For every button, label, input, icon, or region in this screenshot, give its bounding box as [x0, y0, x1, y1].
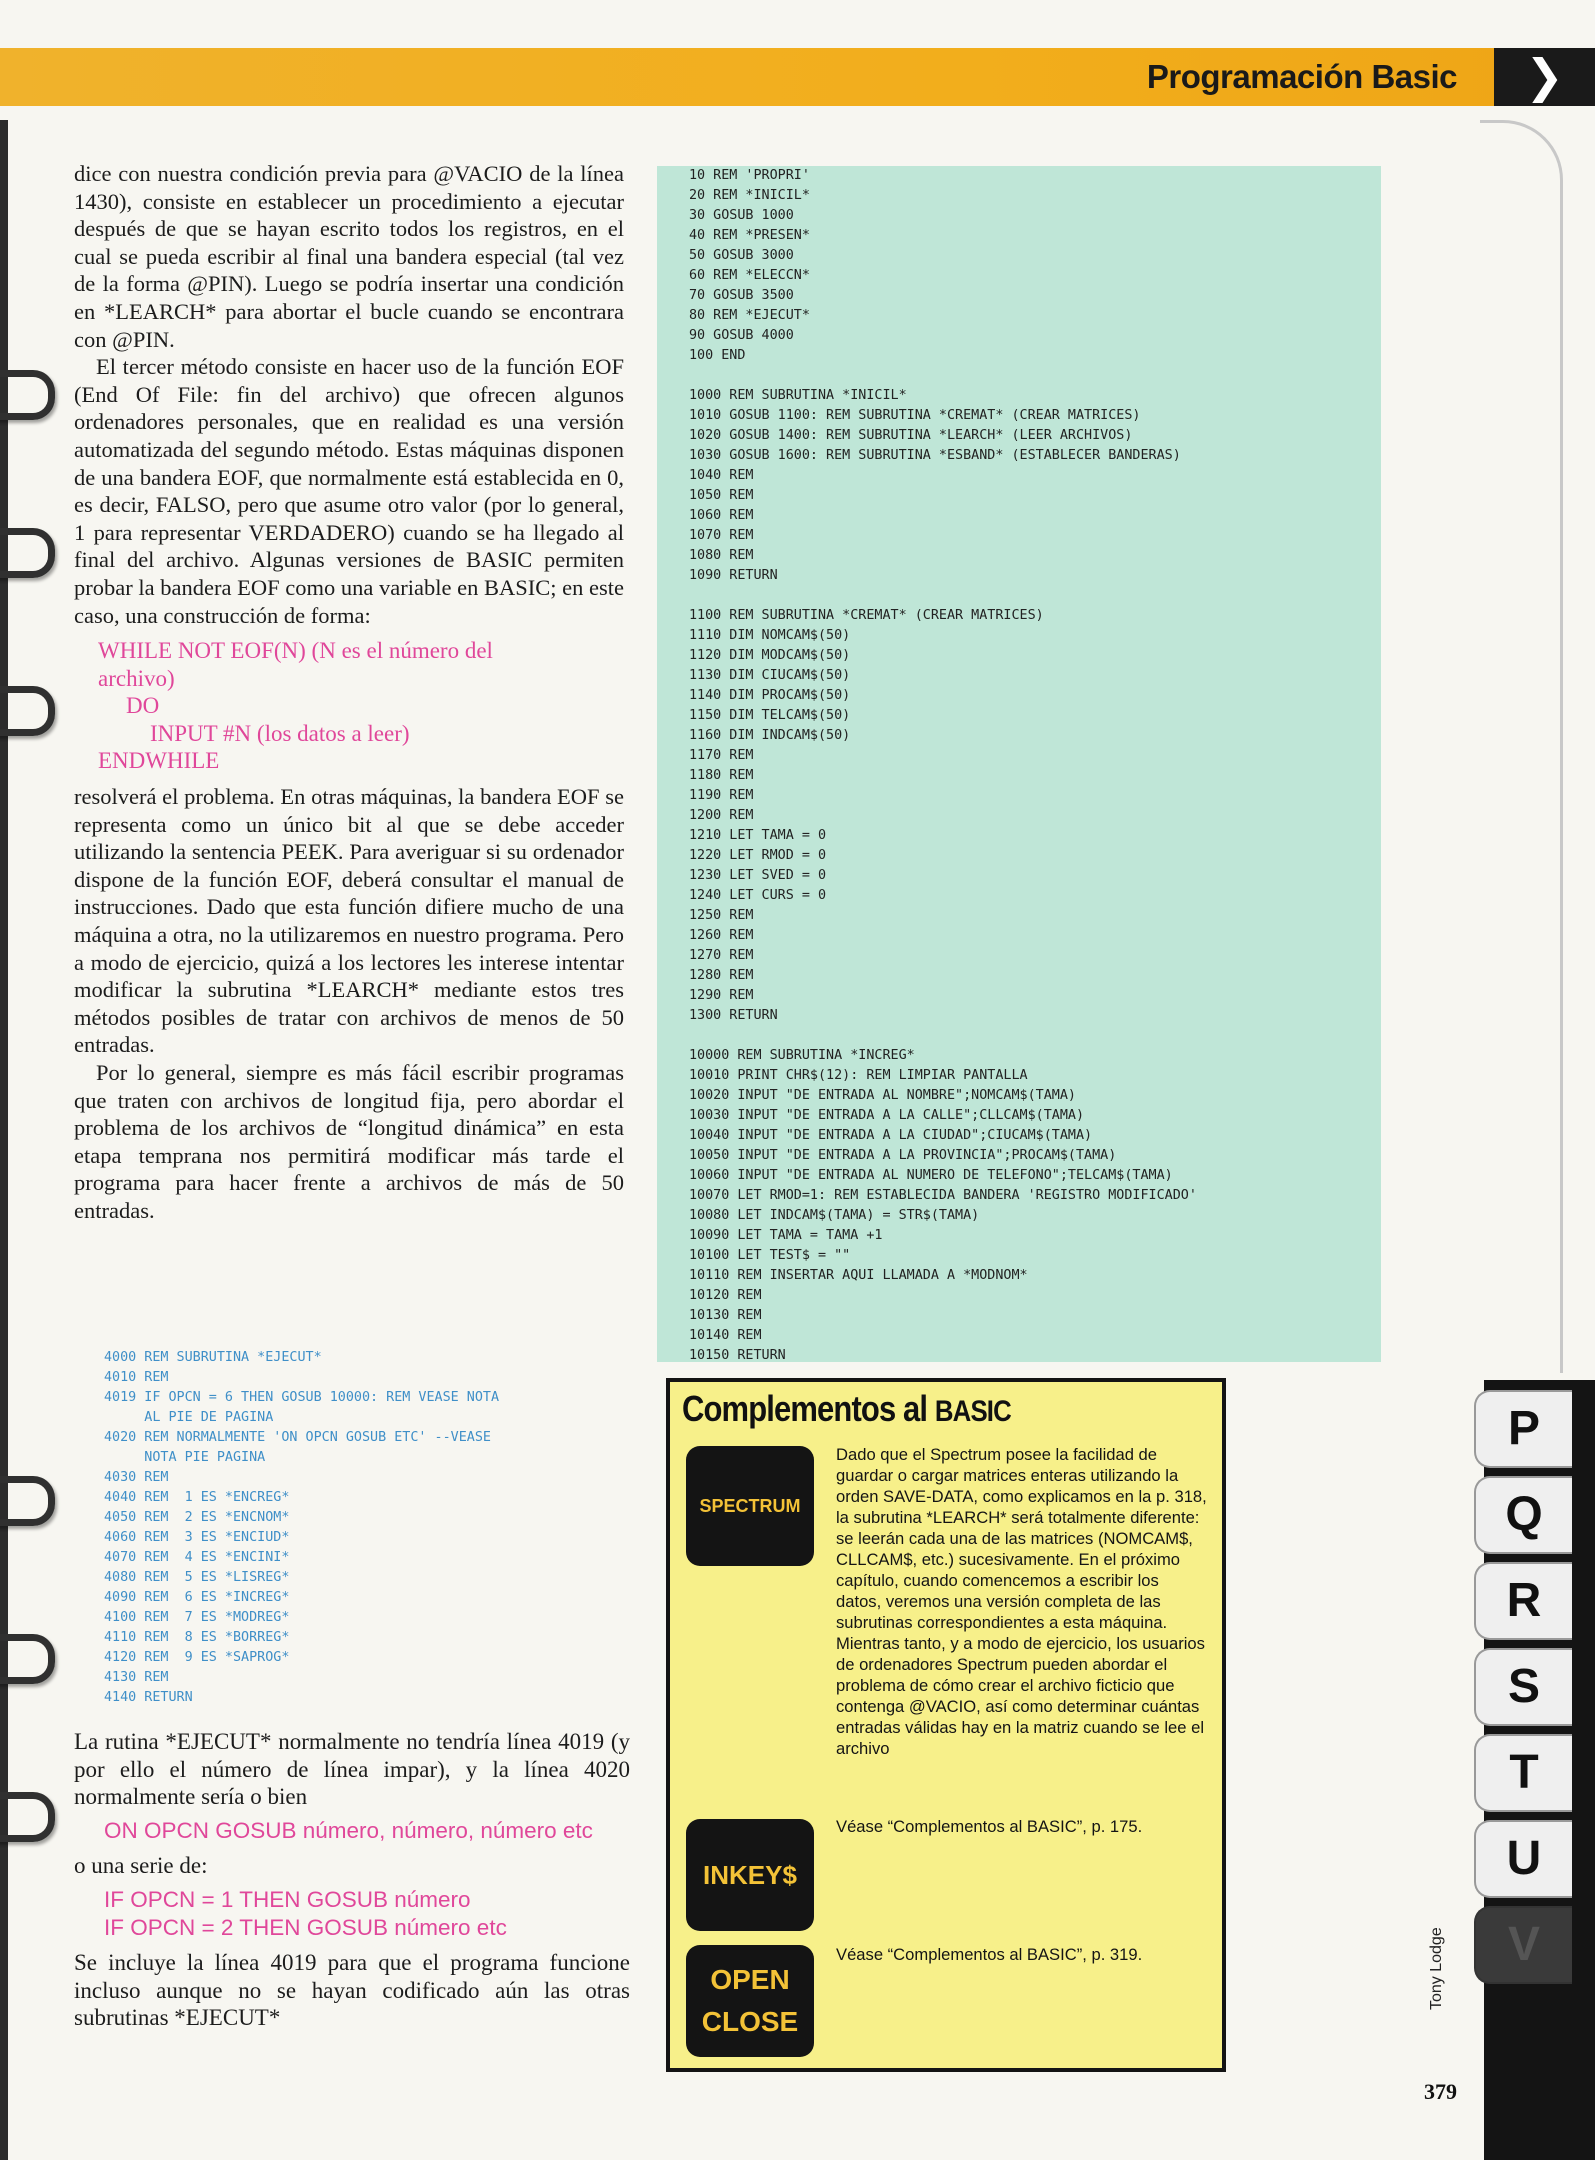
code-example [98, 637, 624, 775]
listing-line: 60 REM *ELECCN* [689, 268, 810, 283]
page-header-title: Programación Basic [1146, 58, 1457, 95]
listing-line: 1200 REM [689, 808, 754, 823]
listing-line [689, 586, 1197, 606]
listing-line: 40 REM *PRESEN* [689, 228, 810, 243]
listing-line: 10020 INPUT "DE ENTRADA AL NOMBRE";NOMCAM$(TAMA) [689, 1088, 1076, 1103]
inkeys-badge: INKEY$ [686, 1819, 814, 1931]
ejecut-listing [104, 1348, 499, 1708]
code-line: WHILE NOT EOF(N) (N es el número del [98, 638, 493, 664]
listing-line: 1010 GOSUB 1100: REM SUBRUTINA *CREMAT* (CREAR MATRICES) [689, 408, 1141, 423]
listing-line: 4070 REM 4 ES *ENCINI* [104, 1550, 290, 1565]
listing-line: 1060 REM [689, 508, 754, 523]
listing-line: 1040 REM [689, 468, 754, 483]
program-listing-panel [657, 166, 1381, 1362]
listing-line: 10050 INPUT "DE ENTRADA A LA PROVINCIA";PROCAM$(TAMA) [689, 1148, 1117, 1163]
listing-line: 1000 REM SUBRUTINA *INICIL* [689, 388, 907, 403]
listing-line: 1150 DIM TELCAM$(50) [689, 708, 851, 723]
listing-line [689, 1026, 1197, 1046]
code-line: IF OPCN = 1 THEN GOSUB número [104, 1886, 471, 1912]
code-line: archivo) [98, 665, 175, 691]
listing-line: 4010 REM [104, 1370, 169, 1385]
listing-line: 1070 REM [689, 528, 754, 543]
listing-line: 10070 LET RMOD=1: REM ESTABLECIDA BANDERA 'REGISTRO MODIFICADO' [689, 1188, 1197, 1203]
listing-line: 10080 LET INDCAM$(TAMA) = STR$(TAMA) [689, 1208, 980, 1223]
listing-line: 1250 REM [689, 908, 754, 923]
page-curl [1480, 120, 1563, 1373]
binder-edge [0, 120, 8, 2160]
paragraph: dice con nuestra condición previa para @VACIO de la línea 1430), consiste en establecer un procedimiento a ejecutar después de que se hayan escrito todos los registros, en el cual se pueda escribir al final una bandera especial (tal vez de la forma @PIN). Luego se podría insertar una condición en *LEARCH* para abortar el bucle cuando se encontrara con @PIN. [74, 161, 624, 352]
listing-line: 4140 RETURN [104, 1690, 193, 1705]
listing-line: 1110 DIM NOMCAM$(50) [689, 628, 851, 643]
listing-line: 4000 REM SUBRUTINA *EJECUT* [104, 1350, 322, 1365]
ejecut-listing-panel [104, 1348, 499, 1708]
listing-line: 4019 IF OPCN = 6 THEN GOSUB 10000: REM VEASE NOTA [104, 1390, 500, 1405]
listing-line: 10030 INPUT "DE ENTRADA A LA CALLE";CLLCAM$(TAMA) [689, 1108, 1085, 1123]
index-tab-s[interactable]: S [1474, 1648, 1572, 1726]
listing-line: 1080 REM [689, 548, 754, 563]
code-example [104, 1886, 630, 1941]
index-tab-q[interactable]: Q [1474, 1476, 1572, 1554]
listing-line: 1240 LET CURS = 0 [689, 888, 827, 903]
paragraph: Por lo general, siempre es más fácil escribir programas que traten con archivos de longitud fija, pero abordar el problema de los archivos de “longitud dinámica” en esta etapa temprana nos permitirá modificar más tarde el programa para hacer frente a archivos de más de 50 entradas. [74, 1060, 624, 1223]
listing-line: 4090 REM 6 ES *INCREG* [104, 1590, 290, 1605]
listing-line: 50 GOSUB 3000 [689, 248, 794, 263]
program-listing [689, 166, 1197, 1366]
complementos-box [666, 1378, 1226, 2072]
open-close-note: Véase “Complementos al BASIC”, p. 319. [836, 1945, 1143, 1964]
index-tab-r[interactable]: R [1474, 1562, 1572, 1640]
paragraph: El tercer método consiste en hacer uso de la función EOF (End Of File: fin del archivo) que ofrecen algunos ordenadores personales, que en realidad es una versión automatizada del segundo método. Estas máquinas disponen de una bandera EOF, que normalmente está establecida en 0, es decir, FALSO, pero que asume otro valor (por lo general, 1 para representar VERDADERO) cuando se ha llegado al final del archivo. Algunas versiones de BASIC permiten probar la bandera EOF como una variable en BASIC; en este caso, una construcción de forma: [74, 354, 624, 628]
listing-line: 4040 REM 1 ES *ENCREG* [104, 1490, 290, 1505]
listing-line: 1220 LET RMOD = 0 [689, 848, 827, 863]
code-example: ON OPCN GOSUB número, número, número etc [104, 1817, 593, 1843]
photo-credit: Tony Lodge [1428, 1927, 1445, 2010]
listing-line: 10040 INPUT "DE ENTRADA A LA CIUDAD";CIUCAM$(TAMA) [689, 1128, 1093, 1143]
paragraph: o una serie de: [74, 1853, 208, 1879]
box-title-basic: BASIC [934, 1395, 1011, 1428]
listing-line: 10150 RETURN [689, 1348, 786, 1363]
index-tab-v[interactable]: V [1474, 1906, 1572, 1984]
listing-line: 4130 REM [104, 1670, 169, 1685]
listing-line: 30 GOSUB 1000 [689, 208, 794, 223]
listing-line: NOTA PIE PAGINA [104, 1450, 266, 1465]
paragraph: Se incluye la línea 4019 para que el programa funcione incluso aunque no se hayan codificado aún las otras subrutinas *EJECUT* [74, 1950, 630, 2031]
close-label: CLOSE [701, 2006, 799, 2037]
index-tab-p[interactable]: P [1474, 1390, 1572, 1468]
index-tab-t[interactable]: T [1474, 1734, 1572, 1812]
listing-line: 1270 REM [689, 948, 754, 963]
listing-line: 4080 REM 5 ES *LISREG* [104, 1570, 290, 1585]
code-line: ENDWHILE [98, 748, 220, 774]
listing-line: 4060 REM 3 ES *ENCIUD* [104, 1530, 290, 1545]
listing-line: 1230 LET SVED = 0 [689, 868, 827, 883]
listing-line: 1170 REM [689, 748, 754, 763]
listing-line: AL PIE DE PAGINA [104, 1410, 274, 1425]
paragraph: La rutina *EJECUT* normalmente no tendría línea 4019 (y por ello el número de línea impar), y la línea 4020 normalmente sería o bien [74, 1729, 630, 1810]
lower-text-column [74, 1728, 630, 2032]
listing-line: 10120 REM [689, 1288, 762, 1303]
listing-line: 1260 REM [689, 928, 754, 943]
listing-line: 1100 REM SUBRUTINA *CREMAT* (CREAR MATRICES) [689, 608, 1044, 623]
listing-line: 1160 DIM INDCAM$(50) [689, 728, 851, 743]
listing-line: 80 REM *EJECUT* [689, 308, 810, 323]
listing-line: 1120 DIM MODCAM$(50) [689, 648, 851, 663]
listing-line: 1190 REM [689, 788, 754, 803]
listing-line: 1020 GOSUB 1400: REM SUBRUTINA *LEARCH* (LEER ARCHIVOS) [689, 428, 1133, 443]
code-line: INPUT #N (los datos a leer) [150, 720, 410, 746]
listing-line: 70 GOSUB 3500 [689, 288, 794, 303]
listing-line: 1130 DIM CIUCAM$(50) [689, 668, 851, 683]
binder-ring [0, 370, 55, 420]
listing-line: 4110 REM 8 ES *BORREG* [104, 1630, 290, 1645]
box-title [682, 1388, 1011, 1430]
listing-line: 4120 REM 9 ES *SAPROG* [104, 1650, 290, 1665]
listing-line: 90 GOSUB 4000 [689, 328, 794, 343]
listing-line: 10130 REM [689, 1308, 762, 1323]
paragraph: resolverá el problema. En otras máquinas, la bandera EOF se representa como un único bit al que se debe acceder utilizando la sentencia PEEK. Para averiguar si su ordenador dispone de la función EOF, deberá consultar el manual de instrucciones. Dado que esta función difiere mucho de una máquina a otra, no la utilizaremos en nuestro programa. Pero a modo de ejercicio, quizá a los lectores les interese intentar modificar la subrutina *LEARCH* mediante estos tres métodos posibles de tratar con archivos de menos de 50 entradas. [74, 784, 624, 1058]
listing-line: 20 REM *INICIL* [689, 188, 810, 203]
listing-line: 100 END [689, 348, 746, 363]
listing-line: 1030 GOSUB 1600: REM SUBRUTINA *ESBAND* (ESTABLECER BANDERAS) [689, 448, 1181, 463]
binder-ring [0, 528, 55, 578]
listing-line: 1180 REM [689, 768, 754, 783]
listing-line: 10010 PRINT CHR$(12): REM LIMPIAR PANTALLA [689, 1068, 1028, 1083]
spectrum-badge: SPECTRUM [686, 1446, 814, 1566]
binder-ring [0, 1476, 55, 1526]
open-label: OPEN [710, 1964, 790, 1995]
code-line: DO [126, 693, 160, 719]
listing-line: 4030 REM [104, 1470, 169, 1485]
binder-ring [0, 1792, 55, 1842]
listing-line: 10140 REM [689, 1328, 762, 1343]
main-text-column [74, 160, 624, 1225]
listing-line: 10 REM 'PROPRI' [689, 168, 810, 183]
index-tab-u[interactable]: U [1474, 1820, 1572, 1898]
box-title-text: Complementos al [682, 1388, 928, 1429]
listing-line: 1290 REM [689, 988, 754, 1003]
listing-line: 1210 LET TAMA = 0 [689, 828, 827, 843]
listing-line: 4020 REM NORMALMENTE 'ON OPCN GOSUB ETC' --VEASE [104, 1430, 491, 1445]
inkeys-note: Véase “Complementos al BASIC”, p. 175. [836, 1817, 1143, 1836]
listing-line: 1140 DIM PROCAM$(50) [689, 688, 851, 703]
listing-line: 10090 LET TAMA = TAMA +1 [689, 1228, 883, 1243]
listing-line: 10000 REM SUBRUTINA *INCREG* [689, 1048, 915, 1063]
listing-line: 1090 RETURN [689, 568, 778, 583]
listing-line: 1300 RETURN [689, 1008, 778, 1023]
listing-line: 4050 REM 2 ES *ENCNOM* [104, 1510, 290, 1525]
page-number: 379 [1424, 2079, 1457, 2104]
chevron-right-icon: ❯ [1494, 48, 1595, 106]
listing-line: 1050 REM [689, 488, 754, 503]
binder-ring [0, 1634, 55, 1684]
listing-line: 10060 INPUT "DE ENTRADA AL NUMERO DE TELEFONO";TELCAM$(TAMA) [689, 1168, 1173, 1183]
binder-ring [0, 686, 55, 736]
listing-line: 1280 REM [689, 968, 754, 983]
code-line: IF OPCN = 2 THEN GOSUB número etc [104, 1914, 507, 1940]
open-close-badge [686, 1945, 814, 2057]
listing-line: 4100 REM 7 ES *MODREG* [104, 1610, 290, 1625]
listing-line: 10110 REM INSERTAR AQUI LLAMADA A *MODNOM* [689, 1268, 1028, 1283]
spectrum-note: Dado que el Spectrum posee la facilidad de guardar o cargar matrices enteras utilizando la orden SAVE-DATA, como explicamos en la p. 318, la subrutina *LEARCH* será totalmente diferente: se leerán cada una de las matrices (NOMCAM$, CLLCAM$, etc.) sucesivamente. En el próximo capítulo, cuando comencemos a escribir los datos, veremos una versión completa de las subrutinas correspondientes a esta máquina. Mientras tanto, y a modo de ejercicio, los usuarios de ordenadores Spectrum pueden abordar el problema de cómo crear el archivo ficticio que contenga @VACIO, así como determinar cuántas entradas válidas hay en la matriz cuando se lee el archivo [836, 1445, 1207, 1758]
listing-line [689, 366, 1197, 386]
listing-line: 10100 LET TEST$ = "" [689, 1248, 851, 1263]
